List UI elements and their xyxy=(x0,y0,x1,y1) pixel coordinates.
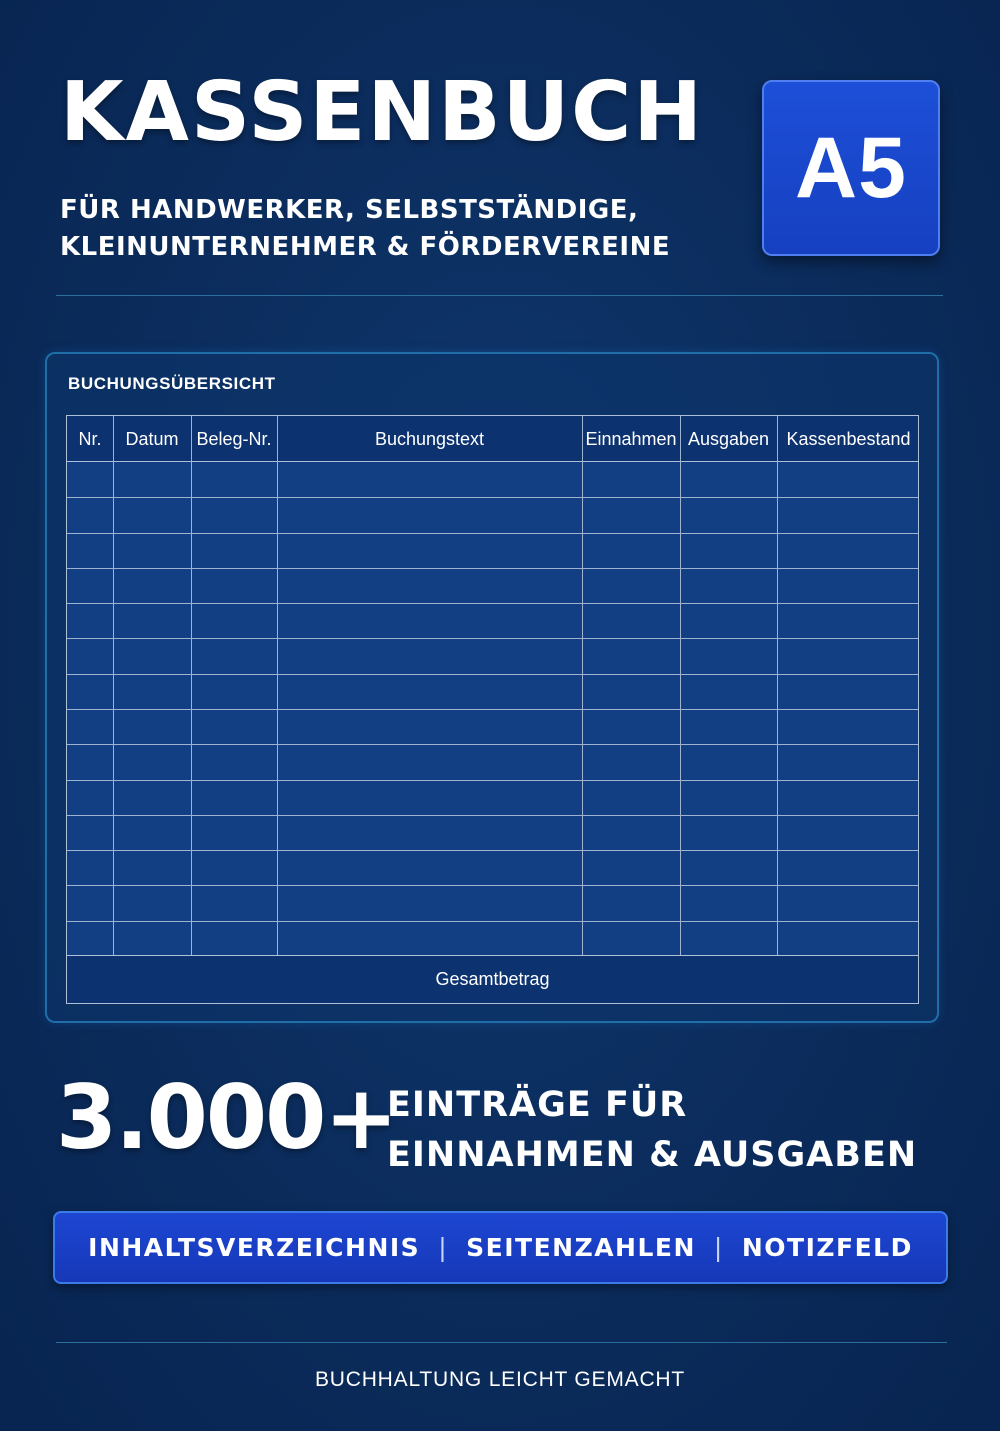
entries-line-1: EINTRÄGE FÜR xyxy=(387,1085,688,1125)
entries-line-2: EINNAHMEN & AUSGABEN xyxy=(387,1135,918,1175)
ledger-row-line xyxy=(67,497,918,498)
entries-description xyxy=(387,1080,917,1180)
ledger-row-line xyxy=(67,568,918,569)
footer-tagline: BUCHHALTUNG LEICHT GEMACHT xyxy=(314,1368,686,1391)
bottom-divider xyxy=(56,1342,947,1343)
column-header-einnahmen: Einnahmen xyxy=(585,428,677,449)
column-header-nr: Nr. xyxy=(78,428,102,449)
ledger-row-line xyxy=(67,603,918,604)
ledger-row-line xyxy=(67,638,918,639)
feature-table-of-contents: INHALTSVERZEICHNIS xyxy=(88,1233,421,1262)
ledger-row-line xyxy=(67,815,918,816)
top-divider xyxy=(56,295,943,296)
column-header-datum: Datum xyxy=(125,428,179,449)
ledger-heading: BUCHUNGSÜBERSICHT xyxy=(68,374,276,393)
ledger-row-line xyxy=(67,780,918,781)
ledger-row-line xyxy=(67,533,918,534)
features-banner xyxy=(53,1211,948,1284)
ledger-total-row xyxy=(67,955,918,1003)
subtitle-line-2: KLEINUNTERNEHMER & FÖRDERVEREINE xyxy=(60,232,671,262)
ledger-row-line xyxy=(67,921,918,922)
column-header-buchungstext: Buchungstext xyxy=(374,428,485,449)
format-badge xyxy=(762,80,940,256)
feature-separator: | xyxy=(438,1233,449,1262)
column-header-kassenbestand: Kassenbestand xyxy=(786,428,911,449)
ledger-row-line xyxy=(67,744,918,745)
format-badge-label: A5 xyxy=(795,119,907,216)
column-header-ausgaben: Ausgaben xyxy=(687,428,770,449)
column-header-beleg-nr: Beleg-Nr. xyxy=(196,428,272,449)
entry-count: 3.000+ xyxy=(56,1066,397,1169)
book-title: KASSENBUCH xyxy=(60,65,704,160)
ledger-row-line xyxy=(67,850,918,851)
ledger-row-line xyxy=(67,885,918,886)
total-label: Gesamtbetrag xyxy=(435,969,550,989)
subtitle-line-1: FÜR HANDWERKER, SELBSTSTÄNDIGE, xyxy=(60,195,639,225)
ledger-row-line xyxy=(67,674,918,675)
ledger-row-line xyxy=(67,709,918,710)
ledger-header-row xyxy=(67,416,918,462)
feature-separator: | xyxy=(713,1233,724,1262)
feature-page-numbers: SEITENZAHLEN xyxy=(466,1233,696,1262)
ledger-table xyxy=(66,415,919,1004)
feature-notes-field: NOTIZFELD xyxy=(741,1233,913,1262)
ledger-preview-panel xyxy=(45,352,939,1023)
target-audience-subtitle xyxy=(60,192,670,266)
